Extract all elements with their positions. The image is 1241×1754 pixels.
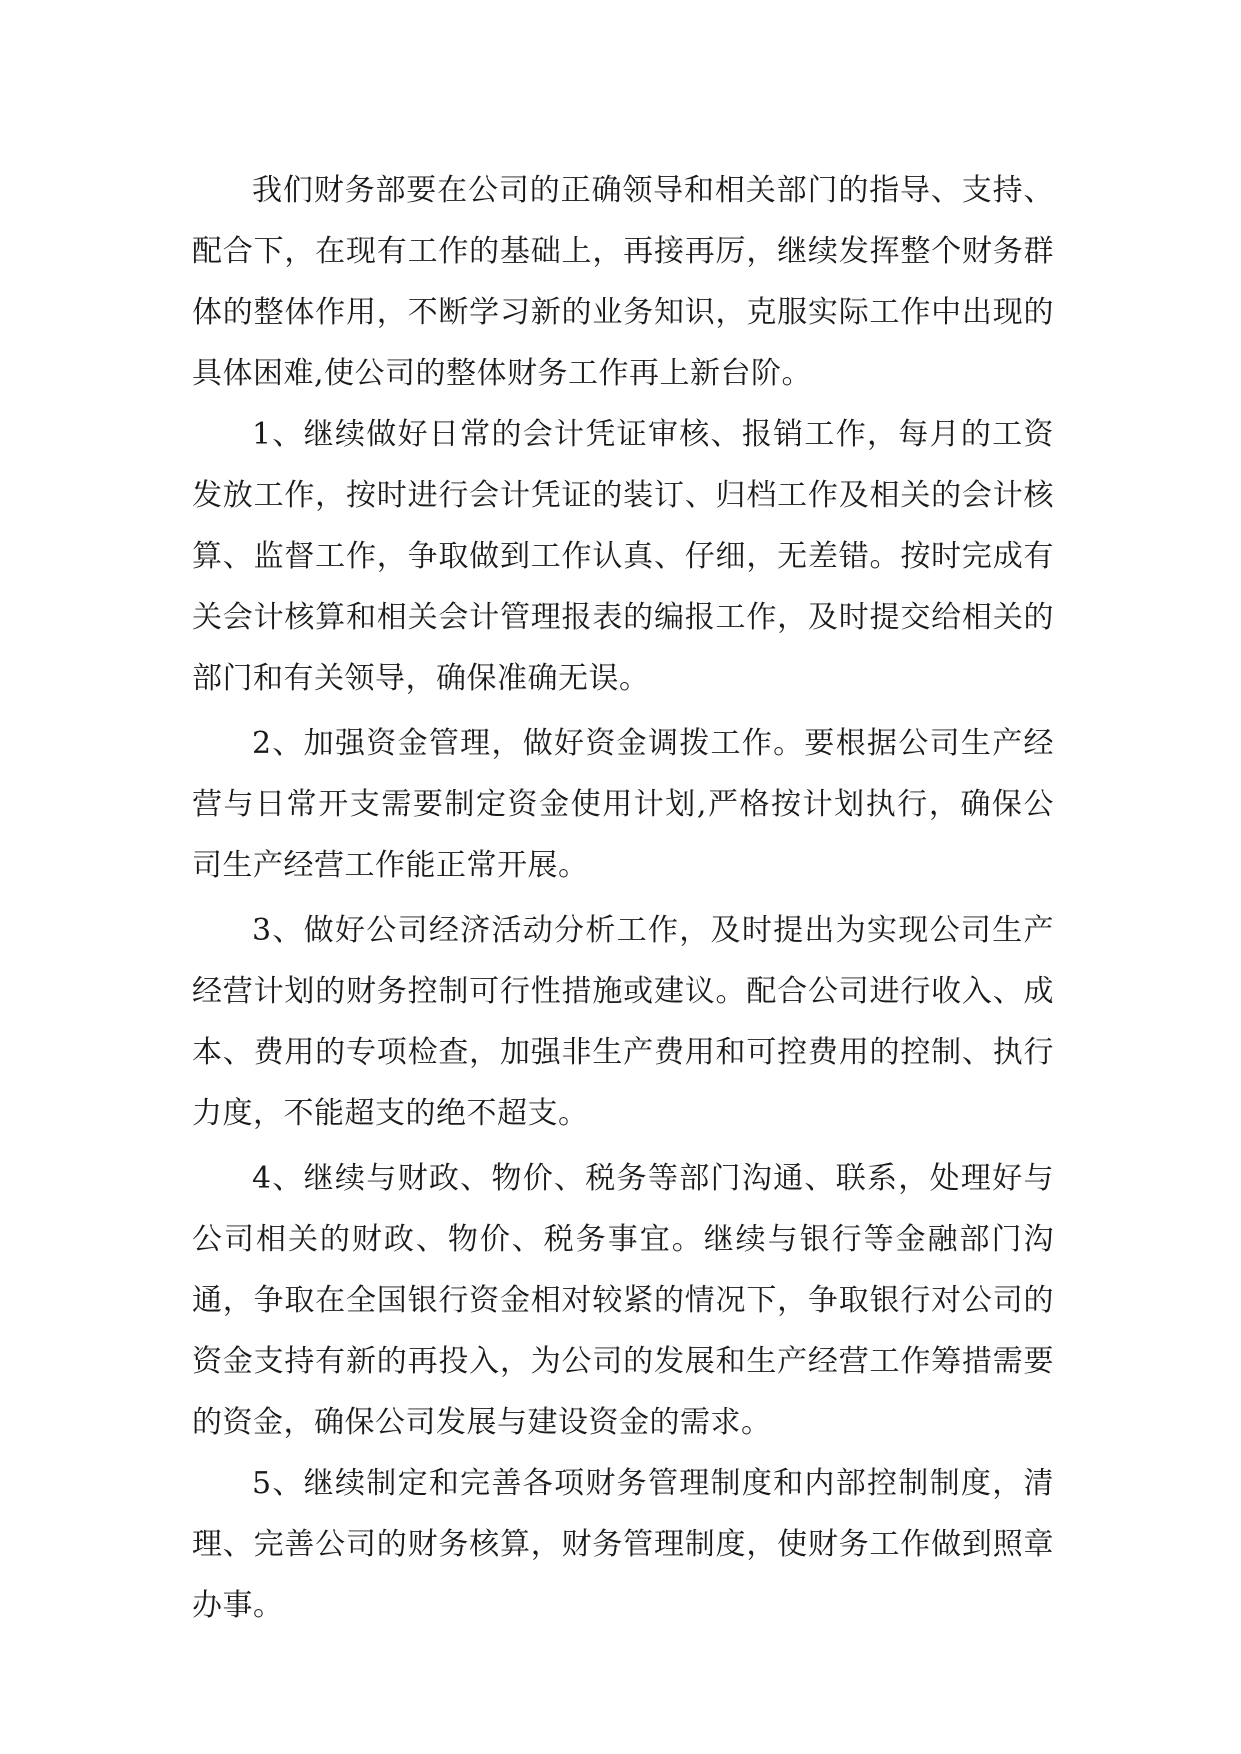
paragraph-item-5: 5、继续制定和完善各项财务管理制度和内部控制制度，清理、完善公司的财务核算，财务管理制度，使财务工作做到照章办事。 xyxy=(192,1466,1054,1623)
paragraph-item-4: 4、继续与财政、物价、税务等部门沟通、联系，处理好与公司相关的财政、物价、税务事宜。继续与银行等金融部门沟通，争取在全国银行资金相对较紧的情况下，争取银行对公司的资金支持有新的再投入，为公司的发展和生产经营工作筹措需要的资金，确保公司发展与建设资金的需求。 xyxy=(192,1161,1054,1440)
paragraph-item-1: 1、继续做好日常的会计凭证审核、报销工作，每月的工资发放工作，按时进行会计凭证的装订、归档工作及相关的会计核算、监督工作，争取做到工作认真、仔细，无差错。按时完成有关会计核算和相关会计管理报表的编报工作，及时提交给相关的部门和有关领导，确保准确无误。 xyxy=(192,417,1054,696)
paragraph-item-3: 3、做好公司经济活动分析工作，及时提出为实现公司生产经营计划的财务控制可行性措施或建议。配合公司进行收入、成本、费用的专项检查，加强非生产费用和可控费用的控制、执行力度，不能超支的绝不超支。 xyxy=(192,913,1054,1131)
paragraph-item-2: 2、加强资金管理，做好资金调拨工作。要根据公司生产经营与日常开支需要制定资金使用计划,严格按计划执行，确保公司生产经营工作能正常开展。 xyxy=(192,726,1054,883)
paragraph-intro: 我们财务部要在公司的正确领导和相关部门的指导、支持、配合下，在现有工作的基础上，再接再厉，继续发挥整个财务群体的整体作用，不断学习新的业务知识，克服实际工作中出现的具体困难,使公司的整体财务工作再上新台阶。 xyxy=(192,173,1054,391)
document-body xyxy=(192,160,1054,1636)
